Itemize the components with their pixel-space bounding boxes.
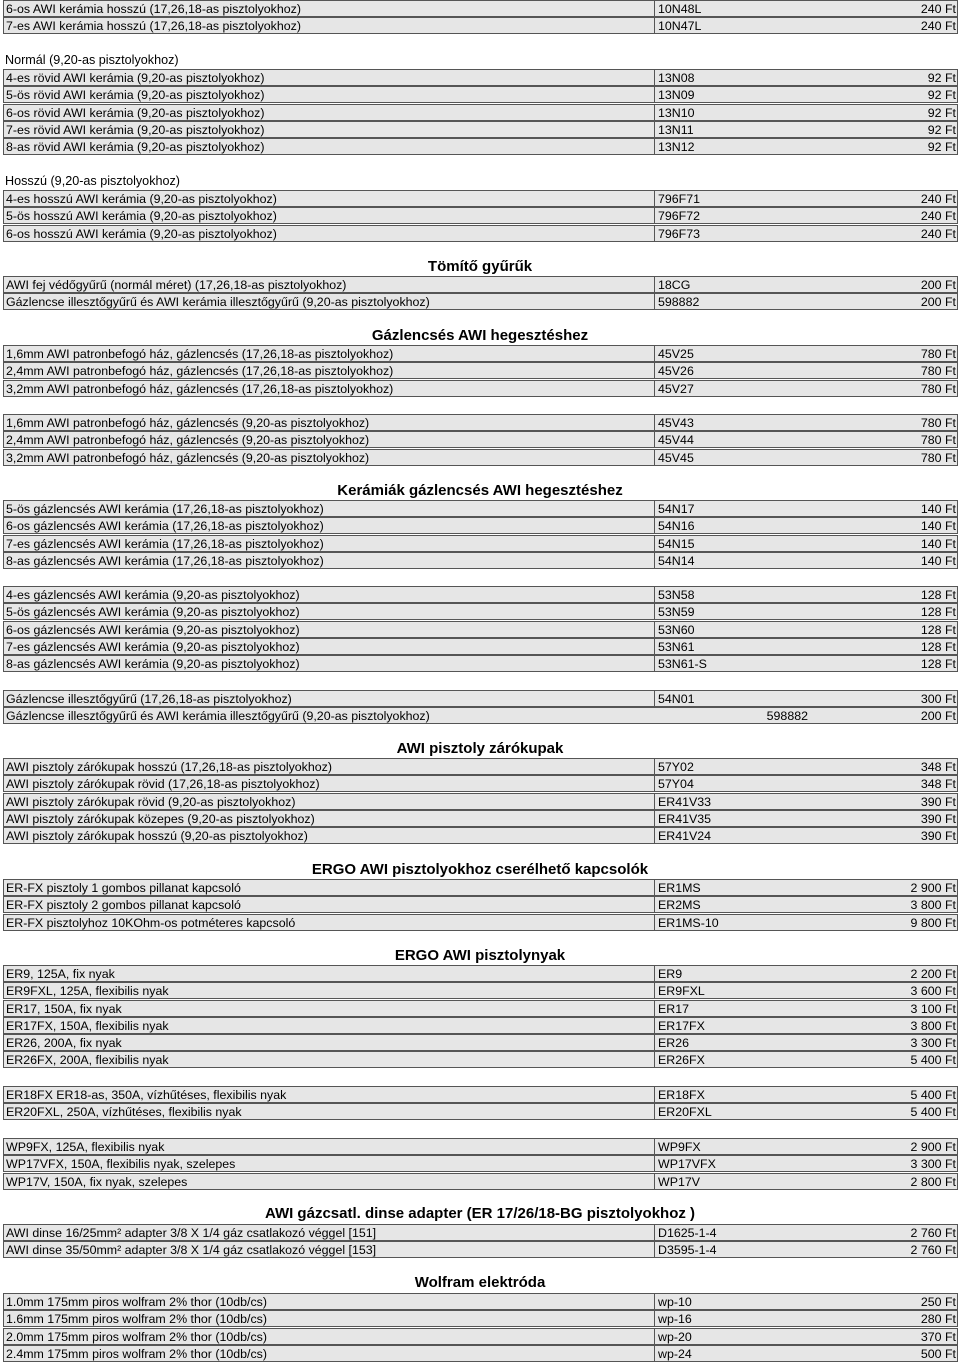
price-cell: 128 Ft xyxy=(920,622,956,637)
product-name-cell: ER9FXL, 125A, flexibilis nyak xyxy=(6,984,169,999)
price-cell: 2 900 Ft xyxy=(910,1140,956,1154)
product-name-cell: 4-es gázlencsés AWI kerámia (9,20-as pisztolyokhoz) xyxy=(6,588,300,602)
section-heading: AWI gázcsatl. dinse adapter (ER 17/26/18-BG pisztolyokhoz ) xyxy=(264,1205,696,1222)
product-code-cell: ER9 xyxy=(654,966,814,982)
price-cell: 500 Ft xyxy=(920,1346,956,1361)
table-row xyxy=(3,1086,958,1103)
table-row xyxy=(3,1328,958,1345)
product-code-cell: 796F71 xyxy=(654,191,814,207)
product-code-cell: 45V44 xyxy=(654,432,814,448)
price-cell: 92 Ft xyxy=(927,105,956,120)
product-name-cell: 5-ös rövid AWI kerámia (9,20-as pisztolyokhoz) xyxy=(6,88,265,103)
price-cell: 140 Ft xyxy=(920,553,956,568)
product-code-cell: 796F72 xyxy=(654,208,814,224)
product-name-cell: WP9FX, 125A, flexibilis nyak xyxy=(6,1140,165,1154)
product-name-cell: 2,4mm AWI patronbefogó ház, gázlencsés (9,20-as pisztolyokhoz) xyxy=(6,433,370,448)
product-name-cell: Gázlencse illesztőgyűrű és AWI kerámia illesztőgyűrű (9,20-as pisztolyokhoz) xyxy=(6,295,430,310)
table-row xyxy=(3,293,958,310)
product-code-cell: ER1MS-10 xyxy=(654,915,814,931)
product-name-cell: 1,6mm AWI patronbefogó ház, gázlencsés (17,26,18-as pisztolyokhoz) xyxy=(6,347,394,361)
table-row xyxy=(3,586,958,603)
product-code-cell: 54N17 xyxy=(654,501,814,517)
table-row xyxy=(3,190,958,207)
product-code-cell: ER18FX xyxy=(654,1087,814,1103)
product-name-cell: 7-es gázlencsés AWI kerámia (17,26,18-as pisztolyokhoz) xyxy=(6,536,324,551)
table-row xyxy=(3,414,958,431)
product-name-cell: AWI pisztoly zárókupak közepes (9,20-as pisztolyokhoz) xyxy=(6,811,315,826)
product-name-cell: 2.4mm 175mm piros wolfram 2% thor (10db/cs) xyxy=(6,1346,267,1361)
price-cell: 370 Ft xyxy=(920,1329,956,1344)
product-name-cell: WP17VFX, 150A, flexibilis nyak, szelepes xyxy=(6,1157,236,1172)
price-cell: 780 Ft xyxy=(920,347,956,361)
product-code-cell: 10N47L xyxy=(654,18,814,34)
product-name-cell: Gázlencse illesztőgyűrű (17,26,18-as pisztolyokhoz) xyxy=(6,692,292,706)
product-code-cell: 57Y02 xyxy=(654,759,814,775)
price-cell: 9 800 Ft xyxy=(910,915,956,930)
table-row xyxy=(3,449,958,466)
product-code-cell: 53N60 xyxy=(654,622,814,638)
product-name-cell: AWI fej védőgyűrű (normál méret) (17,26,18-as pisztolyokhoz) xyxy=(6,278,347,292)
table-row xyxy=(3,1051,958,1068)
product-name-cell: ER-FX pisztoly 1 gombos pillanat kapcsoló xyxy=(6,881,241,895)
product-name-cell: 6-os rövid AWI kerámia (9,20-as pisztolyokhoz) xyxy=(6,105,265,120)
product-code-cell: 53N61-S xyxy=(654,656,814,672)
price-cell: 140 Ft xyxy=(920,519,956,534)
subsection-heading: Normál (9,20-as pisztolyokhoz) xyxy=(5,53,179,67)
product-code-cell: 53N61 xyxy=(654,639,814,655)
table-row xyxy=(3,500,958,517)
price-cell: 140 Ft xyxy=(920,536,956,551)
price-cell: 3 100 Ft xyxy=(910,1001,956,1016)
product-code-cell: ER41V24 xyxy=(654,828,814,844)
product-code-cell: 13N11 xyxy=(654,122,814,138)
table-row xyxy=(3,1293,958,1310)
product-code-cell: 598882 xyxy=(654,294,814,310)
price-cell: 348 Ft xyxy=(920,777,956,792)
product-code-cell: 45V45 xyxy=(654,450,814,466)
product-name-cell: ER17, 150A, fix nyak xyxy=(6,1001,122,1016)
product-code-cell: 13N12 xyxy=(654,139,814,155)
product-code-cell: ER1MS xyxy=(654,880,814,896)
product-name-cell: 3,2mm AWI patronbefogó ház, gázlencsés (17,26,18-as pisztolyokhoz) xyxy=(6,381,394,396)
product-code-cell: D1625-1-4 xyxy=(654,1225,814,1241)
product-code-cell: ER2MS xyxy=(654,897,814,913)
price-cell: 780 Ft xyxy=(920,364,956,379)
table-row xyxy=(3,104,958,121)
price-cell: 3 800 Ft xyxy=(910,1018,956,1033)
price-cell: 240 Ft xyxy=(920,226,956,241)
price-cell: 3 300 Ft xyxy=(910,1157,956,1172)
table-row xyxy=(3,707,958,724)
table-row xyxy=(3,1138,958,1155)
section-heading: ERGO AWI pisztolyokhoz cserélhető kapcsolók xyxy=(311,861,649,878)
product-name-cell: 1.6mm 175mm piros wolfram 2% thor (10db/cs) xyxy=(6,1312,267,1327)
product-code-cell: 598882 xyxy=(766,709,808,723)
price-cell: 2 760 Ft xyxy=(910,1226,956,1240)
product-name-cell: 6-os AWI kerámia hosszú (17,26,18-as pisztolyokhoz) xyxy=(6,2,301,16)
table-row xyxy=(3,603,958,620)
product-name-cell: 2.0mm 175mm piros wolfram 2% thor (10db/cs) xyxy=(6,1329,267,1344)
product-code-cell: ER20FXL xyxy=(654,1104,814,1120)
price-cell: 2 200 Ft xyxy=(910,967,956,981)
table-row xyxy=(3,517,958,534)
price-cell: 128 Ft xyxy=(920,657,956,671)
product-name-cell: 1,6mm AWI patronbefogó ház, gázlencsés (9,20-as pisztolyokhoz) xyxy=(6,416,370,430)
table-row xyxy=(3,1000,958,1017)
product-name-cell: AWI pisztoly zárókupak rövid (9,20-as pisztolyokhoz) xyxy=(6,794,296,809)
table-row xyxy=(3,17,958,34)
table-row xyxy=(3,655,958,672)
product-name-cell: ER18FX ER18-as, 350A, vízhűtéses, flexibilis nyak xyxy=(6,1088,287,1102)
product-code-cell: 45V25 xyxy=(654,346,814,362)
product-code-cell: 18CG xyxy=(654,277,814,293)
product-name-cell: 8-as gázlencsés AWI kerámia (17,26,18-as pisztolyokhoz) xyxy=(6,553,324,568)
product-name-cell: ER-FX pisztoly 2 gombos pillanat kapcsoló xyxy=(6,898,241,913)
table-row xyxy=(3,535,958,552)
table-row xyxy=(3,225,958,242)
table-row xyxy=(3,552,958,569)
product-name-cell: ER26, 200A, fix nyak xyxy=(6,1036,122,1050)
product-code-cell: 45V43 xyxy=(654,415,814,431)
product-code-cell: wp-16 xyxy=(654,1311,814,1327)
table-row xyxy=(3,1310,958,1327)
product-code-cell: 53N59 xyxy=(654,604,814,620)
table-row xyxy=(3,276,958,293)
product-name-cell: ER-FX pisztolyhoz 10KOhm-os potméteres kapcsoló xyxy=(6,915,296,930)
price-cell: 3 800 Ft xyxy=(910,898,956,913)
product-code-cell: 13N10 xyxy=(654,105,814,121)
product-code-cell: 10N48L xyxy=(654,1,814,17)
table-row xyxy=(3,965,958,982)
table-row xyxy=(3,793,958,810)
price-cell: 240 Ft xyxy=(920,209,956,224)
price-cell: 2 900 Ft xyxy=(910,881,956,895)
product-name-cell: AWI dinse 16/25mm² adapter 3/8 X 1/4 gáz csatlakozó véggel [151] xyxy=(6,1226,377,1240)
table-row xyxy=(3,121,958,138)
product-code-cell: wp-20 xyxy=(654,1329,814,1345)
subsection-heading: Hosszú (9,20-as pisztolyokhoz) xyxy=(5,174,180,188)
product-name-cell: AWI pisztoly zárókupak hosszú (17,26,18-as pisztolyokhoz) xyxy=(6,760,332,774)
product-name-cell: 8-as rövid AWI kerámia (9,20-as pisztolyokhoz) xyxy=(6,140,265,154)
price-cell: 200 Ft xyxy=(920,295,956,310)
table-row xyxy=(3,1103,958,1120)
price-cell: 92 Ft xyxy=(927,140,956,154)
product-name-cell: 7-es AWI kerámia hosszú (17,26,18-as pisztolyokhoz) xyxy=(6,19,301,34)
section-heading: Wolfram elektróda xyxy=(414,1274,546,1291)
price-cell: 780 Ft xyxy=(920,416,956,430)
product-code-cell: ER17 xyxy=(654,1001,814,1017)
product-code-cell: 45V26 xyxy=(654,363,814,379)
product-code-cell: ER26FX xyxy=(654,1052,814,1068)
price-cell: 3 300 Ft xyxy=(910,1036,956,1050)
product-name-cell: ER20FXL, 250A, vízhűtéses, flexibilis nyak xyxy=(6,1105,242,1120)
product-code-cell: WP17VFX xyxy=(654,1156,814,1172)
table-row xyxy=(3,914,958,931)
table-row xyxy=(3,690,958,707)
price-cell: 3 600 Ft xyxy=(910,984,956,999)
product-name-cell: 5-ös gázlencsés AWI kerámia (9,20-as pisztolyokhoz) xyxy=(6,605,300,620)
price-cell: 128 Ft xyxy=(920,588,956,602)
product-code-cell: 13N08 xyxy=(654,70,814,86)
product-name-cell: 6-os gázlencsés AWI kerámia (9,20-as pisztolyokhoz) xyxy=(6,622,300,637)
product-code-cell: wp-10 xyxy=(654,1294,814,1310)
product-name-cell: Gázlencse illesztőgyűrű és AWI kerámia illesztőgyűrű (9,20-as pisztolyokhoz) xyxy=(6,709,430,723)
price-cell: 348 Ft xyxy=(920,760,956,774)
table-row xyxy=(3,1241,958,1258)
product-name-cell: ER26FX, 200A, flexibilis nyak xyxy=(6,1053,169,1068)
section-heading: Kerámiák gázlencsés AWI hegesztéshez xyxy=(337,482,623,499)
table-row xyxy=(3,431,958,448)
table-row xyxy=(3,896,958,913)
product-name-cell: 2,4mm AWI patronbefogó ház, gázlencsés (17,26,18-as pisztolyokhoz) xyxy=(6,364,394,379)
price-cell: 5 400 Ft xyxy=(910,1088,956,1102)
product-name-cell: 6-os hosszú AWI kerámia (9,20-as pisztolyokhoz) xyxy=(6,226,277,241)
product-name-cell: AWI dinse 35/50mm² adapter 3/8 X 1/4 gáz csatlakozó véggel [153] xyxy=(6,1243,377,1258)
price-cell: 92 Ft xyxy=(927,88,956,103)
table-row xyxy=(3,1345,958,1362)
product-code-cell: 54N15 xyxy=(654,536,814,552)
product-name-cell: 4-es hosszú AWI kerámia (9,20-as pisztolyokhoz) xyxy=(6,192,277,206)
price-cell: 390 Ft xyxy=(920,811,956,826)
table-row xyxy=(3,138,958,155)
table-row xyxy=(3,1224,958,1241)
product-code-cell: 13N09 xyxy=(654,87,814,103)
table-row xyxy=(3,1155,958,1172)
price-cell: 128 Ft xyxy=(920,639,956,654)
price-cell: 2 800 Ft xyxy=(910,1174,956,1189)
product-name-cell: AWI pisztoly zárókupak rövid (17,26,18-as pisztolyokhoz) xyxy=(6,777,320,792)
price-cell: 280 Ft xyxy=(920,1312,956,1327)
product-code-cell: ER26 xyxy=(654,1035,814,1051)
table-row xyxy=(3,775,958,792)
product-name-cell: 1.0mm 175mm piros wolfram 2% thor (10db/cs) xyxy=(6,1295,267,1309)
price-cell: 780 Ft xyxy=(920,450,956,465)
product-code-cell: 45V27 xyxy=(654,381,814,397)
product-name-cell: 7-es rövid AWI kerámia (9,20-as pisztolyokhoz) xyxy=(6,122,265,137)
section-heading: ERGO AWI pisztolynyak xyxy=(394,947,566,964)
product-code-cell: ER41V35 xyxy=(654,811,814,827)
product-name-cell: 7-es gázlencsés AWI kerámia (9,20-as pisztolyokhoz) xyxy=(6,639,300,654)
product-name-cell: ER9, 125A, fix nyak xyxy=(6,967,115,981)
product-code-cell: 53N58 xyxy=(654,587,814,603)
price-cell: 200 Ft xyxy=(920,709,956,723)
product-name-cell: 3,2mm AWI patronbefogó ház, gázlencsés (9,20-as pisztolyokhoz) xyxy=(6,450,370,465)
table-row xyxy=(3,638,958,655)
section-heading: AWI pisztoly zárókupak xyxy=(396,740,564,757)
table-row xyxy=(3,810,958,827)
table-row xyxy=(3,362,958,379)
table-row xyxy=(3,1034,958,1051)
price-cell: 780 Ft xyxy=(920,433,956,448)
price-cell: 240 Ft xyxy=(920,192,956,206)
price-cell: 240 Ft xyxy=(920,19,956,34)
price-cell: 92 Ft xyxy=(927,122,956,137)
product-code-cell: ER41V33 xyxy=(654,794,814,810)
product-code-cell: WP17V xyxy=(654,1174,814,1190)
product-name-cell: AWI pisztoly zárókupak hosszú (9,20-as pisztolyokhoz) xyxy=(6,829,308,843)
product-code-cell: ER17FX xyxy=(654,1018,814,1034)
product-code-cell: 54N14 xyxy=(654,553,814,569)
price-cell: 300 Ft xyxy=(920,692,956,706)
table-row xyxy=(3,207,958,224)
table-row xyxy=(3,86,958,103)
product-code-cell: 54N01 xyxy=(654,691,814,707)
product-name-cell: 8-as gázlencsés AWI kerámia (9,20-as pisztolyokhoz) xyxy=(6,657,300,671)
price-cell: 240 Ft xyxy=(920,2,956,16)
table-row xyxy=(3,345,958,362)
table-row xyxy=(3,982,958,999)
product-code-cell: ER9FXL xyxy=(654,983,814,999)
table-row xyxy=(3,827,958,844)
table-row xyxy=(3,69,958,86)
price-cell: 92 Ft xyxy=(927,71,956,85)
price-cell: 2 760 Ft xyxy=(910,1243,956,1258)
price-cell: 250 Ft xyxy=(920,1295,956,1309)
price-cell: 128 Ft xyxy=(920,605,956,620)
product-code-cell: 54N16 xyxy=(654,518,814,534)
price-cell: 390 Ft xyxy=(920,794,956,809)
table-row xyxy=(3,1173,958,1190)
product-code-cell: 796F73 xyxy=(654,226,814,242)
price-cell: 5 400 Ft xyxy=(910,1105,956,1120)
price-cell: 5 400 Ft xyxy=(910,1053,956,1068)
product-name-cell: ER17FX, 150A, flexibilis nyak xyxy=(6,1018,169,1033)
table-row xyxy=(3,380,958,397)
table-row xyxy=(3,758,958,775)
product-name-cell: 6-os gázlencsés AWI kerámia (17,26,18-as pisztolyokhoz) xyxy=(6,519,324,534)
product-code-cell: WP9FX xyxy=(654,1139,814,1155)
price-cell: 390 Ft xyxy=(920,829,956,843)
product-code-cell: 57Y04 xyxy=(654,776,814,792)
product-name-cell: WP17V, 150A, fix nyak, szelepes xyxy=(6,1174,188,1189)
product-name-cell: 5-ös gázlencsés AWI kerámia (17,26,18-as pisztolyokhoz) xyxy=(6,502,324,516)
table-row xyxy=(3,1017,958,1034)
section-heading: Gázlencsés AWI hegesztéshez xyxy=(371,327,589,344)
price-cell: 140 Ft xyxy=(920,502,956,516)
price-cell: 200 Ft xyxy=(920,278,956,292)
price-cell: 780 Ft xyxy=(920,381,956,396)
section-heading: Tömítő gyűrűk xyxy=(427,258,533,275)
table-row xyxy=(3,879,958,896)
table-row xyxy=(3,621,958,638)
product-code-cell: wp-24 xyxy=(654,1346,814,1362)
product-name-cell: 5-ös hosszú AWI kerámia (9,20-as pisztolyokhoz) xyxy=(6,209,277,224)
product-code-cell: D3595-1-4 xyxy=(654,1242,814,1258)
table-row xyxy=(3,0,958,17)
product-name-cell: 4-es rövid AWI kerámia (9,20-as pisztolyokhoz) xyxy=(6,71,265,85)
